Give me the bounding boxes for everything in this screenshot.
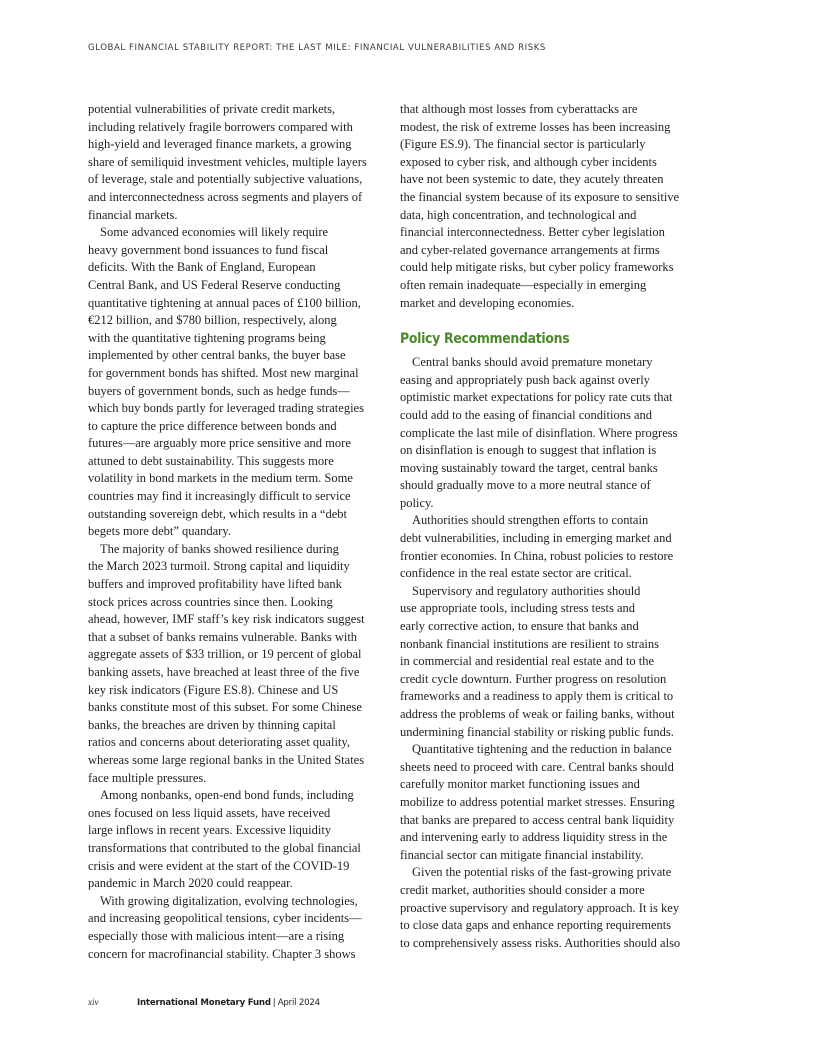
section-heading-policy-recommendations: Policy Recommendations — [400, 331, 570, 348]
publication-date: April 2024 — [277, 998, 320, 1008]
body-line: address the problems of weak or failing banks, without — [400, 707, 675, 721]
body-line: should gradually move to a more neutral stance of — [400, 478, 651, 493]
publisher-name: International Monetary Fund — [137, 998, 271, 1008]
body-line: credit market, authorities should consider a more — [400, 882, 645, 897]
body-line: and increasing geopolitical tensions, cyber incidents— — [88, 911, 362, 926]
body-line: financial interconnectedness. Better cyber legislation — [400, 225, 665, 240]
body-line: easing and appropriately push back against overly — [400, 372, 650, 387]
paragraph-first-line: Quantitative tightening and the reduction in balance — [412, 742, 672, 757]
body-line: and interconnectedness across segments and players of — [88, 189, 363, 204]
body-line: face multiple pressures. — [88, 770, 207, 785]
body-line: the financial system because of its exposure to sensitive — [400, 189, 680, 204]
body-line: buffers and improved profitability have lifted bank — [88, 577, 342, 592]
body-line: financial markets. — [88, 207, 178, 222]
body-line: banks constitute most of this subset. For some Chinese — [88, 700, 362, 715]
body-line: on disinflation is enough to suggest that inflation is — [400, 443, 657, 458]
paragraph-first-line: Authorities should strengthen efforts to contain — [412, 513, 649, 528]
body-line: to close data gaps and enhance reporting requirements — [400, 918, 672, 933]
body-line: data, high concentration, and technological and — [400, 207, 637, 222]
paragraph-first-line: Some advanced economies will likely require — [100, 225, 329, 240]
paragraph-first-line: Given the potential risks of the fast-growing private — [412, 865, 672, 880]
body-line: high-yield and leveraged finance markets, a growing — [88, 137, 352, 152]
body-line: aggregate assets of $33 trillion, or 19 percent of global — [88, 647, 362, 662]
body-line: banks, the breaches are driven by thinning capital — [88, 717, 336, 732]
body-line: and intervening early to address liquidity stress in the — [400, 830, 668, 845]
body-line: to capture the price difference between bonds and — [88, 418, 337, 433]
paragraph-first-line: Central banks should avoid premature monetary — [412, 355, 653, 370]
body-line: futures—are arguably more price sensitive and more — [88, 436, 351, 451]
body-line: ones focused on less liquid assets, have received — [88, 805, 331, 820]
body-line: €212 billion, and $780 billion, respectively, along — [88, 313, 337, 328]
body-line: (Figure ES.9). The financial sector is particularly — [400, 137, 646, 152]
body-line: for government bonds has shifted. Most new marginal — [88, 365, 359, 380]
body-line: moving sustainably toward the target, central banks — [400, 460, 658, 475]
body-line: with the quantitative tightening programs being — [88, 330, 326, 345]
paragraph-first-line: Among nonbanks, open-end bond funds, including — [100, 788, 354, 803]
body-line: implemented by other central banks, the buyer base — [88, 348, 346, 363]
body-line: often remain inadequate—especially in emerging — [400, 277, 647, 292]
paragraph-first-line: Supervisory and regulatory authorities should — [412, 583, 641, 598]
body-line: credit cycle downturn. Further progress on resolution — [400, 671, 667, 686]
body-line: could help mitigate risks, but cyber policy frameworks — [400, 260, 674, 275]
body-line: that banks are prepared to access central bank liquidity — [400, 812, 675, 827]
heading-spacer — [400, 312, 690, 329]
body-line: nonbank financial institutions are resilient to strains — [400, 636, 659, 651]
body-line: the March 2023 turmoil. Strong capital and liquidity — [88, 559, 350, 574]
body-line: stock prices across countries since then. Looking — [88, 594, 333, 609]
body-line: especially those with malicious intent—are a rising — [88, 928, 345, 943]
body-line: pandemic in March 2020 could reappear. — [88, 876, 293, 891]
body-line: of leverage, stale and potentially subjective valuations, — [88, 172, 363, 187]
body-line: complicate the last mile of disinflation. Where progress — [400, 425, 678, 440]
body-line: which buy bonds partly for leveraged trading strategies — [88, 401, 364, 416]
body-line: could add to the easing of financial conditions and — [400, 407, 653, 422]
right-column — [400, 101, 690, 952]
body-line: and cyber-related governance arrangements at firms — [400, 242, 660, 257]
body-line: including relatively fragile borrowers compared with — [88, 119, 353, 134]
body-line: have not been systemic to date, they acutely threaten — [400, 172, 664, 187]
body-line: financial sector can mitigate financial instability. — [400, 847, 644, 862]
body-line: attuned to debt sustainability. This suggests more — [88, 453, 334, 468]
body-line: market and developing economies. — [400, 295, 575, 310]
body-line: share of semiliquid investment vehicles, multiple layers — [88, 154, 367, 169]
body-line: potential vulnerabilities of private credit markets, — [88, 102, 336, 116]
body-line: outstanding sovereign debt, which results in a “debt — [88, 506, 347, 521]
body-line: ahead, however, IMF staff’s key risk indicators suggest — [88, 612, 365, 627]
body-line: sheets need to proceed with care. Central banks should — [400, 759, 674, 774]
body-line: concern for macrofinancial stability. Chapter 3 shows — [88, 946, 356, 961]
body-line: crisis and were evident at the start of the COVID-19 — [88, 858, 350, 873]
body-line: frontier economies. In China, robust policies to restore — [400, 548, 674, 563]
body-line: mobilize to address potential market stresses. Ensuring — [400, 794, 675, 809]
body-line: undermining financial stability or risking public funds. — [400, 724, 674, 739]
body-line: key risk indicators (Figure ES.8). Chinese and US — [88, 682, 339, 697]
body-line: buyers of government bonds, such as hedge funds— — [88, 383, 350, 398]
body-line: to comprehensively assess risks. Authorities should also — [400, 935, 681, 950]
body-line: carefully monitor market functioning issues and — [400, 777, 640, 792]
body-line: in commercial and residential real estate and to the — [400, 654, 655, 669]
page-footer — [88, 997, 320, 1008]
footer-separator: | — [272, 998, 276, 1008]
body-line: whereas some large regional banks in the United States — [88, 752, 365, 767]
body-line: heavy government bond issuances to fund fiscal — [88, 242, 329, 257]
paragraph-first-line: With growing digitalization, evolving technologies, — [100, 893, 358, 908]
body-line: quantitative tightening at annual paces of £100 billion, — [88, 295, 361, 310]
body-line: deficits. With the Bank of England, European — [88, 260, 316, 275]
body-line: that although most losses from cyberattacks are — [400, 102, 638, 116]
body-line: early corrective action, to ensure that banks and — [400, 619, 639, 634]
left-column — [88, 101, 378, 963]
paragraph-first-line: The majority of banks showed resilience during — [100, 541, 339, 556]
body-line: frameworks and a readiness to apply them is critical to — [400, 689, 674, 704]
body-line: banking assets, have breached at least three of the five — [88, 665, 360, 679]
body-line: begets more debt” quandary. — [88, 524, 231, 539]
body-line: Central Bank, and US Federal Reserve conducting — [88, 277, 341, 292]
body-line: exposed to cyber risk, and although cyber incidents — [400, 154, 657, 169]
page-number: xiv — [88, 997, 99, 1007]
body-line: debt vulnerabilities, including in emerging market and — [400, 531, 672, 546]
body-line: countries may find it increasingly difficult to service — [88, 489, 351, 504]
body-line: use appropriate tools, including stress tests and — [400, 601, 636, 616]
body-line: optimistic market expectations for policy rate cuts that — [400, 390, 673, 405]
body-line: ratios and concerns about deteriorating asset quality, — [88, 735, 350, 750]
body-line: large inflows in recent years. Excessive liquidity — [88, 823, 332, 838]
body-line: policy. — [400, 495, 434, 510]
body-line: transformations that contributed to the global financial — [88, 840, 361, 855]
body-line: confidence in the real estate sector are critical. — [400, 566, 632, 581]
running-head: GLOBAL FINANCIAL STABILITY REPORT: THE LAST MILE: FINANCIAL VULNERABILITIES AND RISKS — [88, 43, 546, 53]
body-line: that a subset of banks remains vulnerable. Banks with — [88, 629, 358, 644]
body-line: proactive supervisory and regulatory approach. It is key — [400, 900, 680, 915]
body-line: modest, the risk of extreme losses has been increasing — [400, 119, 671, 134]
body-line: volatility in bond markets in the medium term. Some — [88, 471, 353, 486]
